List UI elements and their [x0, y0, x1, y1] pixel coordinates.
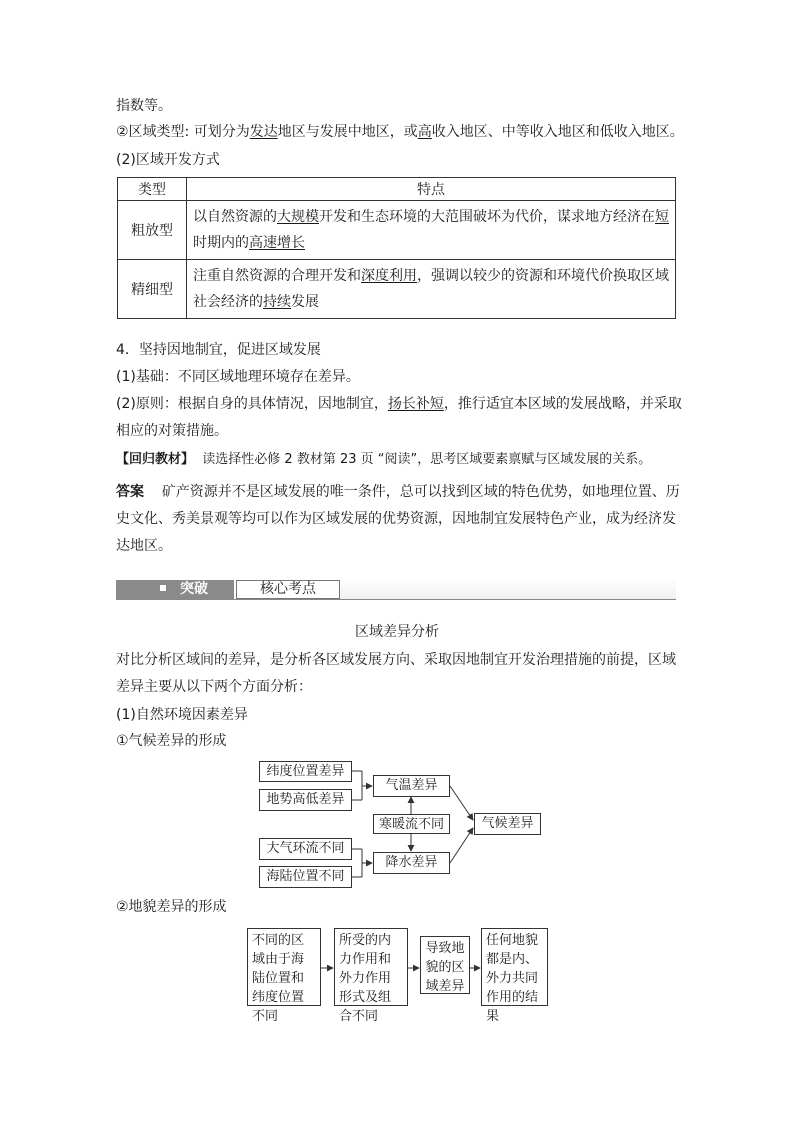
temperature-box: 气温差异 — [373, 775, 450, 797]
analysis-p1-line-1: 对比分析区域间的差异，是分析各区域发展方向、采取因地制宜开发治理措施的前提，区域 — [116, 652, 676, 668]
land-sea-box: 海陆位置不同 — [259, 866, 352, 888]
feature-text: 注重自然资源的合理开发和 — [193, 268, 361, 284]
section-4-basis: (1)基础：不同区域地理环境存在差异。 — [116, 369, 360, 385]
landform-step-2: 所受的内力作用和外力作用形式及组合不同 — [334, 928, 408, 1006]
feature-underlined-text: 持续 — [263, 294, 291, 310]
answer-line-3: 达地区。 — [116, 538, 172, 554]
analysis-p1-line-2: 差异主要从以下两个方面分析： — [116, 679, 312, 695]
feature-text: 开发和生态环境的大范围破坏为代价，谋求地方经济在 — [319, 209, 655, 225]
circulation-box: 大气环流不同 — [259, 838, 352, 860]
section-4-principle-line-2: 相应的对策措施。 — [116, 423, 228, 439]
landform-heading: ②地貌差异的形成 — [116, 899, 227, 915]
intro-line-2-mid: 地区与发展中地区，或 — [277, 124, 418, 140]
intro-line-2-post: 收入地区、中等收入地区和低收入地区。 — [431, 124, 684, 140]
landform-step-1: 不同的区域由于海陆位置和纬度位置不同 — [247, 928, 321, 1006]
banner-dark-text: 突破 — [180, 581, 208, 597]
banner-light-label: 核心考点 — [236, 580, 340, 599]
ocean-current-box: 寒暖流不同 — [373, 814, 450, 834]
intro-line-1: 指数等。 — [116, 98, 172, 114]
natural-factors-heading: (1)自然环境因素差异 — [116, 707, 248, 723]
climate-box: 气候差异 — [474, 813, 541, 835]
landform-step-3: 导致地貌的区域差异 — [420, 936, 470, 994]
answer-line-2: 史文化、秀美景观等均可以作为区域发展的优势资源，因地制宜发展特色产业，成为经济发 — [116, 511, 676, 527]
table-header-type: 类型 — [118, 178, 187, 201]
landform-step-4: 任何地貌都是内、外力共同作用的结果 — [481, 928, 548, 1006]
review-tag: 【回归教材】 — [116, 452, 195, 467]
feature-text: 以自然资源的 — [193, 209, 277, 225]
intro-line-3: (2)区域开发方式 — [116, 152, 220, 168]
feature-underlined-text: 深度利用 — [361, 268, 417, 284]
principle-pre: (2)原则：根据自身的具体情况，因地制宜， — [116, 396, 388, 412]
feature-text: 时期内的 — [193, 235, 249, 251]
feature-underlined-text: 大规模 — [277, 209, 319, 225]
feature-text: ，强调以较少的资源和环境代价换取区域社会经济的 — [193, 268, 669, 310]
intro-line-2-underline-2: 高 — [417, 124, 432, 140]
table-cell-type: 粗放型 — [118, 201, 187, 260]
feature-text: 发展 — [291, 294, 319, 310]
feature-underlined-text: 短 — [655, 209, 669, 225]
answer-tag: 答案 — [116, 484, 144, 500]
analysis-title: 区域差异分析 — [355, 624, 439, 640]
answer-text-1: 矿产资源并不是区域发展的唯一条件，总可以找到区域的特色优势，如地理位置、历 — [161, 484, 680, 500]
intro-line-2-pre: ②区域类型: 可划分为 — [116, 124, 250, 140]
terrain-box: 地势高低差异 — [259, 789, 352, 811]
feature-underlined-text: 高速增长 — [249, 235, 305, 251]
table-cell-type: 精细型 — [118, 260, 187, 319]
principle-post: ，推行适宜本区域的发展战略，并采取 — [443, 396, 682, 412]
intro-line-2-underline-1: 发达 — [249, 124, 278, 140]
principle-underline: 扬长补短 — [387, 396, 444, 412]
review-text: 读选择性必修 2 教材第 23 页 “阅读”，思考区域要素禀赋与区域发展的关系。 — [202, 452, 652, 467]
latitude-box: 纬度位置差异 — [259, 761, 352, 782]
table-header-feature: 特点 — [187, 178, 676, 201]
climate-heading: ①气候差异的形成 — [116, 733, 227, 749]
section-4-title: 4．坚持因地制宜，促进区域发展 — [116, 342, 321, 358]
precipitation-box: 降水差异 — [373, 852, 450, 874]
